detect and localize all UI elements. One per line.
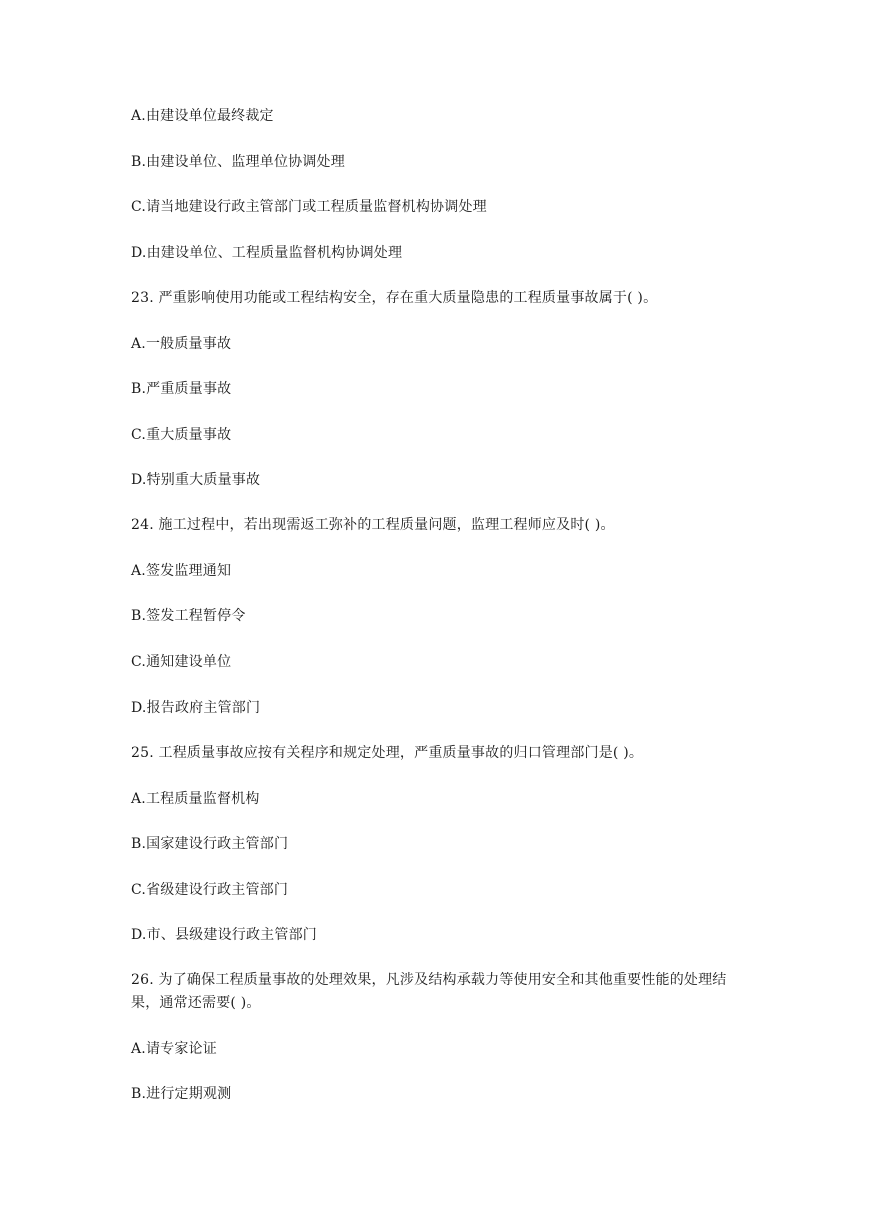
option-c-q24: C.通知建设单位 xyxy=(131,654,232,670)
option-b-q22: B.由建设单位、监理单位协调处理 xyxy=(131,154,345,170)
question-23: 23. 严重影响使用功能或工程结构安全，存在重大质量隐患的工程质量事故属于( )。 xyxy=(131,290,658,306)
question-25: 25. 工程质量事故应按有关程序和规定处理，严重质量事故的归口管理部门是( )。 xyxy=(131,745,644,761)
option-a-q22: A.由建设单位最终裁定 xyxy=(131,108,274,124)
option-d-q23: D.特别重大质量事故 xyxy=(131,472,261,488)
option-b-q23: B.严重质量事故 xyxy=(131,381,232,397)
option-d-q25: D.市、县级建设行政主管部门 xyxy=(131,927,317,943)
question-26: 26. 为了确保工程质量事故的处理效果，凡涉及结构承载力等使用安全和其他重要性能的处理结果，通常还需要( )。 xyxy=(131,972,727,1011)
option-c-q25: C.省级建设行政主管部门 xyxy=(131,882,289,898)
option-d-q24: D.报告政府主管部门 xyxy=(131,700,261,716)
option-d-q22: D.由建设单位、工程质量监督机构协调处理 xyxy=(131,245,403,261)
option-a-q24: A.签发监理通知 xyxy=(131,563,232,579)
option-b-q25: B.国家建设行政主管部门 xyxy=(131,836,289,852)
option-c-q22: C.请当地建设行政主管部门或工程质量监督机构协调处理 xyxy=(131,199,487,215)
option-a-q26: A.请专家论证 xyxy=(131,1041,217,1057)
option-c-q23: C.重大质量事故 xyxy=(131,427,232,443)
question-24: 24. 施工过程中，若出现需返工弥补的工程质量问题，监理工程师应及时( )。 xyxy=(131,517,615,533)
option-a-q25: A.工程质量监督机构 xyxy=(131,791,260,807)
option-b-q26: B.进行定期观测 xyxy=(131,1086,232,1102)
option-a-q23: A.一般质量事故 xyxy=(131,336,232,352)
option-b-q24: B.签发工程暂停令 xyxy=(131,608,246,624)
